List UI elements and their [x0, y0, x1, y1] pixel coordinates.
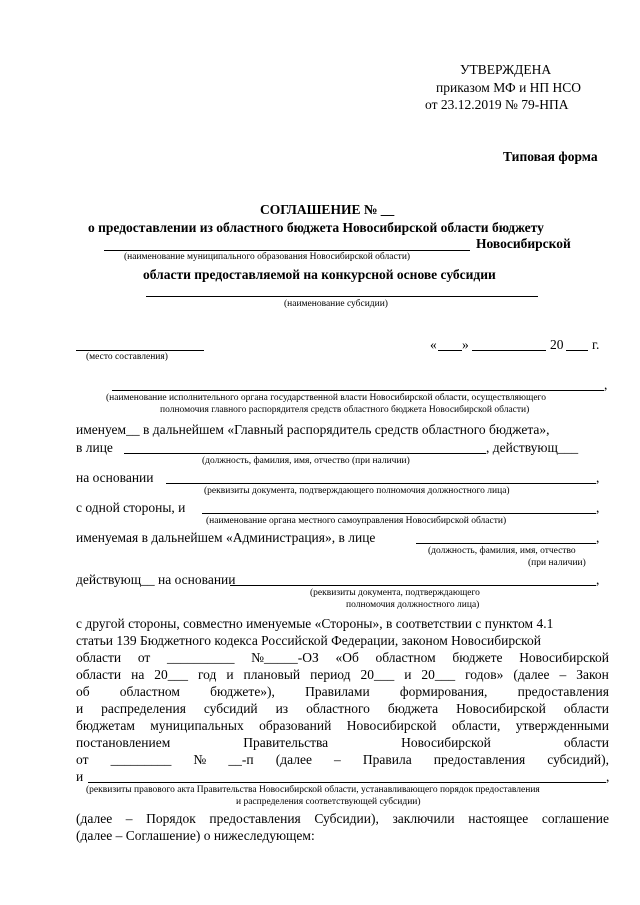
municipality-blank[interactable] [104, 250, 470, 251]
word: области [76, 667, 122, 682]
word: области [76, 650, 122, 665]
word: соглашение [541, 811, 609, 826]
paragraph-line-9 [76, 753, 609, 767]
caption-legal-1: (реквизиты правового акта Правительства Новосибирской области, устанавливающего порядок предоставления [86, 785, 540, 795]
comma: , [604, 377, 608, 392]
caption-person-2b: (при наличии) [528, 558, 586, 568]
word: формирования, [399, 684, 488, 699]
word: Новосибирской [346, 718, 437, 733]
comma: , [596, 572, 600, 587]
word: – [559, 667, 567, 682]
word: Закон [576, 667, 609, 682]
word: муниципальных [150, 718, 244, 733]
word: Правила [362, 752, 412, 767]
word: Новосибирской [401, 735, 491, 750]
caption-doc-2a: (реквизиты документа, подтверждающего [310, 588, 480, 598]
word: (далее [513, 667, 550, 682]
word: Правилами [305, 684, 370, 699]
word: на [131, 667, 145, 682]
legal-act-blank[interactable] [88, 782, 606, 783]
paragraph-line-4 [76, 668, 609, 682]
approval-line-2: приказом МФ и НП НСО [436, 80, 582, 95]
word: образований [259, 718, 332, 733]
word: № [193, 752, 207, 767]
agreement-subject-end: области предоставляемой на конкурсной основе субсидии [143, 267, 496, 282]
doc-2-blank[interactable] [230, 585, 596, 586]
doc-1-blank[interactable] [166, 483, 596, 484]
word: годов» [465, 667, 504, 682]
date-year-blank[interactable] [566, 350, 588, 351]
word: – [334, 752, 341, 767]
agreement-subject: о предоставлении из областного бюджета Новосибирской области бюджету [88, 220, 544, 235]
date-day-blank[interactable] [438, 350, 462, 351]
final-line-1 [76, 812, 609, 826]
word: Новосибирской [456, 701, 546, 716]
date-month-blank[interactable] [472, 350, 546, 351]
word: __-п [228, 752, 254, 767]
caption-doc-2b: полномочия должностного лица) [346, 600, 480, 610]
body-line-4: с одной стороны, и [76, 500, 186, 515]
word: бюджета [387, 701, 439, 716]
word: предоставления [433, 752, 526, 767]
paragraph-line-6 [76, 702, 609, 716]
word: субсидий), [547, 752, 609, 767]
approval-line-1: УТВЕРЖДЕНА [460, 62, 552, 77]
place-blank[interactable] [76, 350, 204, 351]
date-year-suffix: г. [592, 337, 600, 352]
word: областного [306, 701, 370, 716]
word: об [76, 684, 90, 699]
authority-blank[interactable] [112, 390, 604, 391]
word: предоставления [517, 684, 609, 699]
caption-doc-1: (реквизиты документа, подтверждающего полномочия должностного лица) [204, 486, 510, 496]
word: Новосибирской [519, 650, 609, 665]
word: №_____-ОЗ [251, 650, 319, 665]
word: предоставления [209, 811, 301, 826]
word: (далее – Соглашение) о нижеследующем: [76, 828, 315, 843]
approval-line-3: от 23.12.2019 № 79-НПА [425, 97, 569, 112]
word: __________ [166, 650, 235, 665]
word: 20___ [421, 667, 456, 682]
word: – [125, 811, 133, 826]
word: областном [375, 650, 436, 665]
date-close-quote: » [462, 337, 469, 352]
agreement-title: СОГЛАШЕНИЕ № __ [260, 202, 395, 217]
paragraph-line-7 [76, 719, 609, 733]
body-line-5: именуемая в дальнейшем «Администрация», в лице [76, 530, 376, 545]
word: Правительства [243, 735, 329, 750]
body-line-3: на основании [76, 470, 154, 485]
caption-person-1: (должность, фамилия, имя, отчество (при наличии) [202, 456, 410, 466]
caption-person-2a: (должность, фамилия, имя, отчество [428, 546, 576, 556]
person-2-blank[interactable] [416, 543, 596, 544]
form-type: Типовая форма [503, 149, 598, 164]
agreement-subject-cont: Новосибирской [476, 236, 571, 251]
word: из [275, 701, 289, 716]
word: бюджете [452, 650, 503, 665]
paragraph-line-5 [76, 685, 609, 699]
word: 20___ [360, 667, 395, 682]
word: области [563, 701, 609, 716]
person-1-blank[interactable] [124, 453, 486, 454]
word: Порядок [146, 811, 196, 826]
body-line-2-end: , действующ___ [486, 440, 579, 455]
word: 20___ [154, 667, 189, 682]
word: бюджете»), [210, 684, 275, 699]
word: «Об [335, 650, 359, 665]
caption-local-gov: (наименование органа местного самоуправления Новосибирской области) [206, 516, 507, 526]
word: и [76, 701, 84, 716]
word: области [563, 735, 609, 750]
word: области, [451, 718, 501, 733]
paragraph-line-1: с другой стороны, совместно именуемые «Стороны», в соответствии с пунктом 4.1 [76, 616, 554, 631]
body-line-and: и [76, 769, 84, 784]
paragraph-line-3 [76, 651, 609, 665]
date-year-prefix: 20 [550, 337, 564, 352]
caption-place: (место составления) [86, 352, 168, 362]
caption-authority-2: полномочия главного распорядителя средств областного бюджета Новосибирской области) [160, 405, 530, 415]
word: утвержденными [515, 718, 609, 733]
caption-municipality: (наименование муниципального образования Новосибирской области) [124, 252, 411, 262]
comma: , [606, 769, 610, 784]
body-line-2-start: в лице [76, 440, 113, 455]
subsidy-blank[interactable] [146, 296, 538, 297]
final-line-2 [76, 829, 609, 843]
caption-authority-1: (наименование исполнительного органа государственной власти Новосибирской области, осуществляющего [106, 393, 546, 403]
local-gov-blank[interactable] [202, 513, 596, 514]
word: Субсидии), [314, 811, 379, 826]
word: и [404, 667, 412, 682]
comma: , [596, 500, 600, 515]
word: от [137, 650, 151, 665]
word: от [76, 752, 89, 767]
word: период [310, 667, 351, 682]
word: _________ [110, 752, 172, 767]
word: плановый [243, 667, 301, 682]
word: (далее [76, 811, 113, 826]
word: (далее [275, 752, 312, 767]
date-open-quote: « [430, 337, 437, 352]
word: областном [119, 684, 180, 699]
caption-legal-2: и распределения соответствующей субсидии) [236, 797, 421, 807]
comma: , [596, 530, 600, 545]
caption-subsidy: (наименование субсидии) [284, 299, 388, 309]
word: настоящее [468, 811, 529, 826]
word: и [226, 667, 234, 682]
comma: , [596, 470, 600, 485]
paragraph-line-8 [76, 736, 609, 750]
word: постановлением [76, 735, 171, 750]
word: год [197, 667, 217, 682]
word: распределения [101, 701, 186, 716]
paragraph-line-2: статьи 139 Бюджетного кодекса Российской Федерации, законом Новосибирской [76, 633, 541, 648]
word: заключили [392, 811, 455, 826]
body-line-6: действующ__ на основании [76, 572, 236, 587]
word: бюджетам [76, 718, 135, 733]
word: субсидий [203, 701, 258, 716]
body-line-1: именуем__ в дальнейшем «Главный распорядитель средств областного бюджета», [76, 422, 550, 437]
